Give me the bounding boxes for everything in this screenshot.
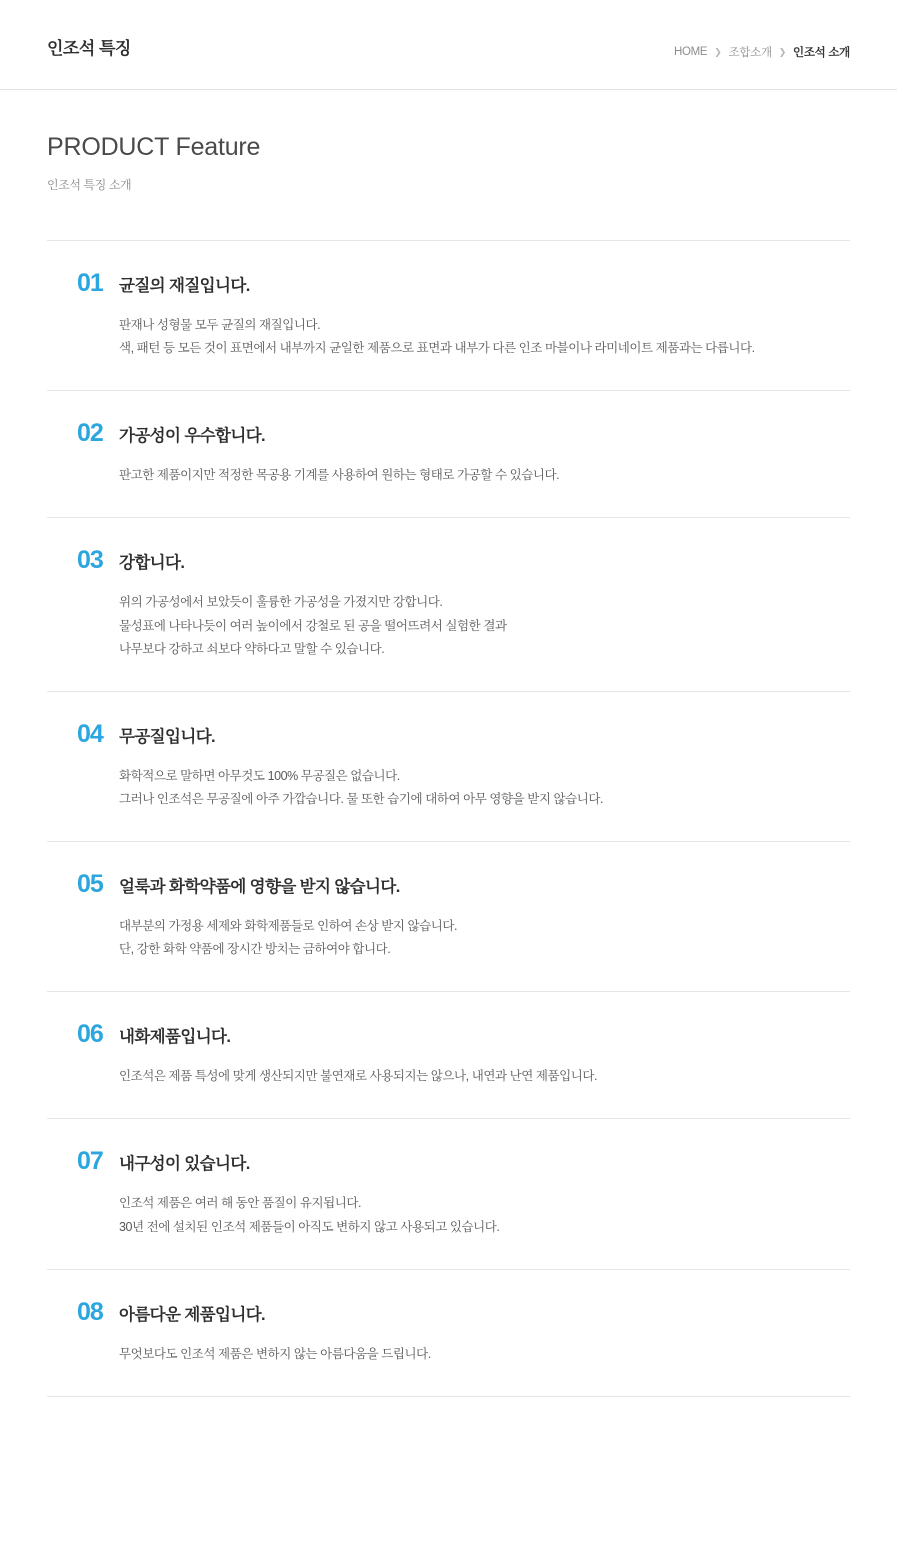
feature-line: 위의 가공성에서 보았듯이 훌륭한 가공성을 가졌지만 강합니다. [119,595,443,610]
feature-body [47,591,850,660]
feature-title: 내구성이 있습니다. [119,1155,250,1174]
list-item [47,1119,850,1269]
feature-head [47,1298,850,1327]
feature-head [47,720,850,749]
feature-body [47,765,850,811]
feature-title: 무공질입니다. [119,727,216,746]
feature-line: 판재나 성형물 모두 균질의 재질입니다. [119,318,321,332]
chevron-right-icon: ❯ [714,46,722,57]
feature-number: 06 [77,1020,103,1049]
list-item [47,842,850,992]
intro-section [0,90,897,193]
breadcrumb-item-association[interactable]: 조합소개 [728,47,772,59]
feature-line: 대부분의 가정용 세제와 화학제품들로 인하여 손상 받지 않습니다. [119,919,458,933]
feature-head [47,1147,850,1176]
list-item [47,241,850,391]
feature-line: 색, 패턴 등 모든 것이 표면에서 내부까지 균일한 제품으로 표면과 내부가 다른 인조 마블이나 라미네이트 제품과는 다릅니다. [119,341,755,356]
feature-line: 화학적으로 말하면 아무것도 100% 무공질은 없습니다. [119,768,400,783]
chevron-right-icon: ❯ [778,46,787,57]
list-item [47,518,850,691]
feature-number: 03 [77,546,103,575]
feature-head [47,1020,850,1049]
feature-head [47,419,850,448]
intro-subheading: 인조석 특징 소개 [47,178,132,192]
breadcrumb-item-current: 인조석 소개 [793,47,850,59]
feature-body [47,464,850,487]
feature-number: 02 [77,419,103,448]
bottom-spacer [0,1397,897,1457]
feature-title: 가공성이 우수합니다. [119,427,266,446]
feature-number: 01 [77,269,103,297]
feature-line: 그러나 인조석은 무공질에 아주 가깝습니다. 물 또한 습기에 대하여 아무 영향을 받지 않습니다. [119,791,604,806]
list-item [47,692,850,842]
intro-heading: PRODUCT Feature [47,133,261,161]
feature-title: 내화제품입니다. [119,1028,231,1047]
feature-line: 인조석 제품은 여러 해 동안 품질이 유지됩니다. [119,1196,362,1211]
feature-line: 물성표에 나타나듯이 여러 높이에서 강철로 된 공을 떨어뜨려서 실험한 결과 [119,618,507,633]
feature-line: 판고한 제품이지만 적정한 목공용 기계를 사용하여 원하는 형태로 가공할 수 있습니다. [119,468,560,483]
breadcrumb [674,44,850,60]
page-header [0,0,897,90]
page-title: 인조석 특징 [47,39,131,58]
feature-line: 무엇보다도 인조석 제품은 변하지 않는 아름다움을 드립니다. [119,1346,431,1361]
feature-body [47,1343,850,1366]
list-item [47,1270,850,1397]
feature-title: 강합니다. [119,554,185,573]
feature-body [47,915,850,961]
feature-title: 균질의 재질입니다. [119,277,250,295]
feature-body [47,1192,850,1238]
feature-head [47,870,850,899]
feature-list [47,240,850,1397]
feature-line: 단, 강한 화학 약품에 장시간 방치는 금하여야 합니다. [119,942,391,957]
feature-body [47,314,850,360]
feature-number: 05 [77,870,103,898]
feature-body [47,1065,850,1088]
feature-line: 30년 전에 설치된 인조석 제품들이 아직도 변하지 않고 사용되고 있습니다. [119,1219,500,1234]
feature-line: 인조석은 제품 특성에 맞게 생산되지만 불연재로 사용되지는 않으나, 내연과 난연 제품입니다. [119,1069,598,1084]
feature-number: 08 [77,1297,103,1326]
feature-number: 07 [77,1147,103,1176]
feature-title: 얼룩과 화학약품에 영향을 받지 않습니다. [119,878,400,896]
feature-number: 04 [77,719,103,748]
list-item [47,391,850,518]
feature-line: 나무보다 강하고 쇠보다 약하다고 말할 수 있습니다. [119,641,385,656]
feature-head [47,269,850,298]
feature-title: 아름다운 제품입니다. [119,1305,266,1324]
feature-head [47,546,850,575]
list-item [47,992,850,1119]
breadcrumb-item-home[interactable]: HOME [673,46,708,58]
